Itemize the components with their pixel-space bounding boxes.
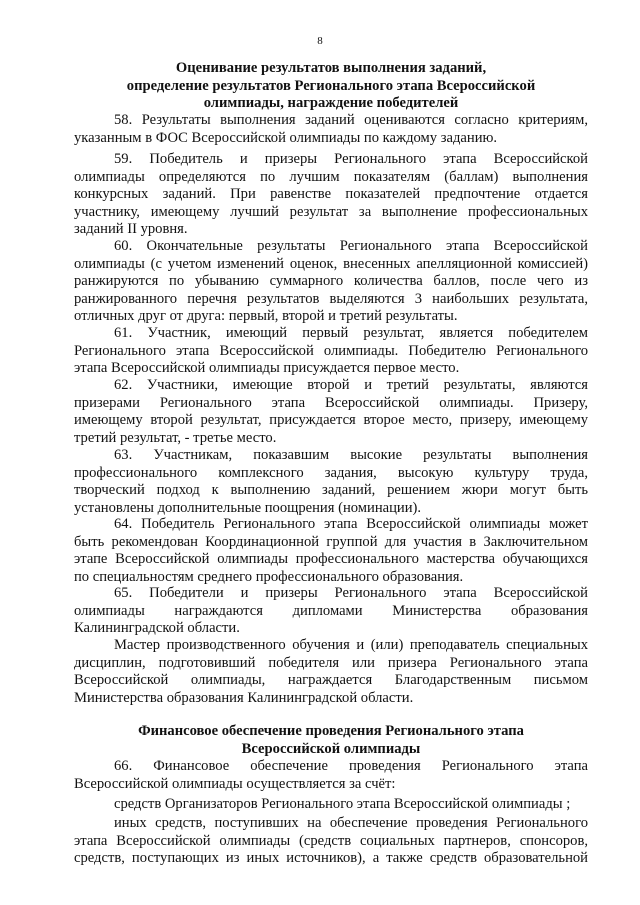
- text-line: призерами Регионального этапа Всероссийской олимпиады. Призеру,: [74, 394, 588, 411]
- text-line: олимпиады (с учетом изменений оценок, внесенных апелляционной комиссией): [74, 255, 588, 272]
- heading-line: Всероссийской олимпиады: [241, 740, 421, 757]
- text-line: олимпиады определяются по лучшим показателям (баллам) выполнения: [74, 168, 588, 185]
- text-line: 65. Победители и призеры Регионального этапа Всероссийской: [114, 585, 588, 601]
- text-line: имеющему второй результат, присуждается второе место, призеру, имеющему: [74, 412, 588, 428]
- text-line: профессионального комплексного задания, высокую культуру труда,: [74, 464, 588, 481]
- text-line: заданий II уровня.: [74, 221, 188, 237]
- text-line: участнику, имеющему лучший результат за выполнение профессиональных: [74, 203, 588, 220]
- text-line: этапе Всероссийской олимпиады профессионального мастерства обучающихся: [74, 551, 588, 567]
- paragraph-59: [74, 151, 588, 239]
- section-heading-financing: [74, 723, 588, 758]
- text-line: Мастер производственного обучения и (или) преподаватель специальных: [114, 637, 588, 653]
- text-line: Всероссийской олимпиады осуществляется за счёт:: [74, 775, 396, 792]
- text-line: дисциплин, подготовивший победителя или призера Регионального этапа: [74, 654, 588, 671]
- text-line: 59. Победитель и призеры Регионального этапа Всероссийской: [114, 151, 588, 167]
- section-heading-results: [74, 60, 588, 113]
- heading-line: определение результатов Регионального этапа Всероссийской: [126, 77, 536, 94]
- text-line: 66. Финансовое обеспечение проведения Регионального этапа: [114, 758, 588, 774]
- text-line: средств Организаторов Регионального этапа Всероссийской олимпиады ;: [114, 796, 571, 812]
- text-line: отличных друг от друга: первый, второй и третий результаты.: [74, 308, 458, 324]
- paragraph-65-award-note: [74, 637, 588, 707]
- text-line: 61. Участник, имеющий первый результат, является победителем: [114, 325, 588, 341]
- text-line: иных средств, поступивших на обеспечение проведения Регионального: [114, 815, 588, 831]
- text-line: этапа Всероссийской олимпиады присуждается первое место.: [74, 360, 460, 376]
- text-line: 58. Результаты выполнения заданий оцениваются согласно критериям,: [114, 112, 588, 128]
- text-line: установлены дополнительные поощрения (номинации).: [74, 499, 422, 516]
- heading-line: олимпиады, награждение победителей: [203, 95, 459, 111]
- paragraph-66: [74, 758, 588, 793]
- paragraph-66-other-funds: [74, 815, 588, 868]
- paragraph-65: [74, 585, 588, 638]
- text-line: третий результат, - третье место.: [74, 429, 277, 446]
- paragraph-62: [74, 377, 588, 447]
- text-line: 63. Участникам, показавшим высокие результаты выполнения: [114, 447, 588, 463]
- paragraph-61: [74, 325, 588, 378]
- text-line: средств, поступающих из иных источников), а также средств образовательной: [74, 850, 588, 866]
- text-line: быть рекомендован Координационной группой для участия в Заключительном: [74, 533, 588, 550]
- paragraph-66-organizers: [74, 796, 588, 814]
- paragraph-64: [74, 516, 588, 586]
- heading-line: Финансовое обеспечение проведения Регионального этапа: [138, 723, 524, 739]
- text-line: 64. Победитель Регионального этапа Всероссийской олимпиады может: [114, 516, 588, 532]
- text-line: 60. Окончательные результаты Регионального этапа Всероссийской: [114, 238, 588, 254]
- text-line: этапа Всероссийской олимпиады (средств социальных партнеров, спонсоров,: [74, 832, 588, 849]
- text-line: творческий подход к выполнению заданий, решением жюри могут быть: [74, 482, 588, 498]
- text-line: ранжированного перечня результатов выделяются 3 наибольших результата,: [74, 290, 588, 307]
- text-line: конкурсных заданий. При равенстве показателей предпочтение отдается: [74, 186, 588, 202]
- text-line: указанным в ФОС Всероссийской олимпиады по каждому заданию.: [74, 129, 498, 146]
- text-line: Калининградской области.: [74, 620, 240, 636]
- text-line: Всероссийской олимпиады, награждается Благодарственным письмом: [74, 672, 588, 688]
- text-line: Регионального этапа Всероссийской олимпиады. Победителю Регионального: [74, 342, 588, 359]
- paragraph-63: [74, 447, 588, 517]
- page-number: 8: [317, 35, 323, 47]
- text-line: по специальностям среднего профессионального образования.: [74, 568, 464, 585]
- text-line: Министерства образования Калининградской области.: [74, 689, 414, 706]
- text-line: ранжируются по убыванию суммарного количества баллов, после чего из: [74, 273, 588, 289]
- text-line: 62. Участники, имеющие второй и третий результаты, являются: [114, 377, 588, 393]
- text-line: олимпиады награждаются дипломами Министерства образования: [74, 602, 588, 619]
- heading-line: Оценивание результатов выполнения заданий,: [175, 60, 487, 76]
- paragraph-58: [74, 112, 588, 147]
- paragraph-60: [74, 238, 588, 326]
